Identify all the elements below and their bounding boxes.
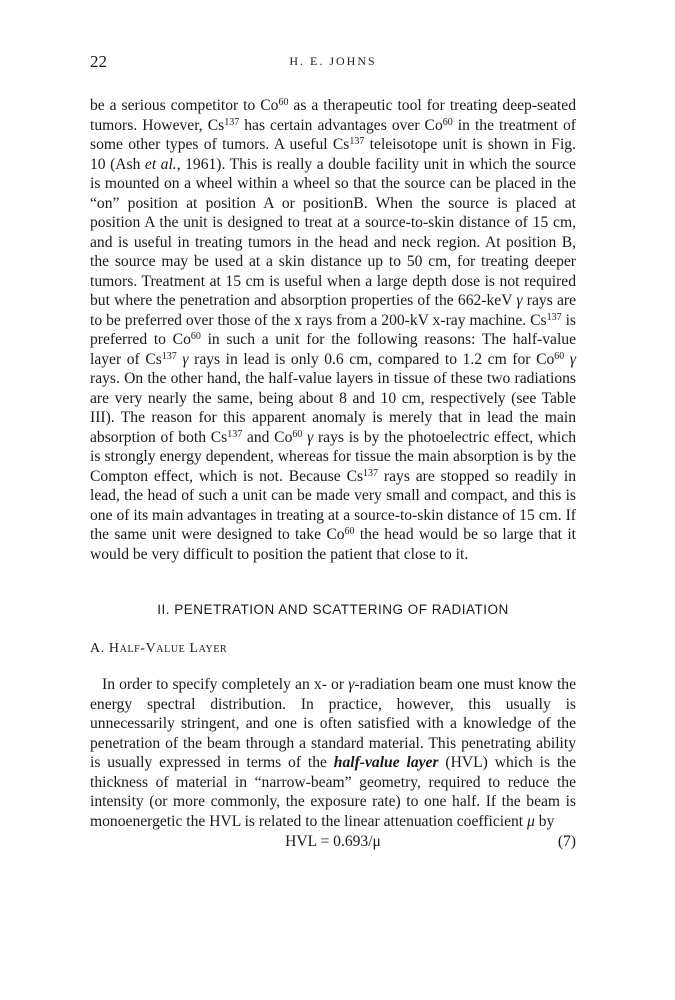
body-paragraph: In order to specify completely an x- or γ-radiation beam one must know the energy spectral distribution. In practice, however, this usually is unnecessarily stringent, and one is often satisfied with a knowledge of the penetration of the beam through a standard material. This penetrating ability is usually expressed in terms of the half-value layer (HVL) which is the thickness of material in “narrow-beam” geometry, required to reduce the intensity (or more commonly, the exposure rate) to one half. If the beam is monoenergetic the HVL is related to the linear attenuation coefficient μ by [90, 676, 576, 830]
body-paragraph: be a serious competitor to Co$^{60}$ as a therapeutic tool for treating deep-seated tumors. However, Cs$^{137}$ has certain advantages over Co$^{60}$ in the treatment of some other types of tumors. A useful Cs$^{137}$ teleisotope unit is shown in Fig. 10 (Ash et al., 1961). This is really a double facility unit in which the source is mounted on a wheel within a wheel so that the source can be placed in the “on” position at position A or positionB. When the source is placed at position A the unit is designed to treat at a source-to-skin distance of 15 cm, and is useful in treating tumors in the head and neck region. At position B, the source may be used at a skin distance up to 50 cm, for treating deeper tumors. Treatment at 15 cm is useful when a large depth dose is not required but where the penetration and absorption properties of the 662-keV γ rays are to be preferred over those of the x rays from a 200-kV x-ray machine. Cs$^{137}$ is preferred to Co$^{60}$ in such a unit for the following reasons: The half-value layer of Cs$^{137}$ γ rays in lead is only 0.6 cm, compared to 1.2 cm for Co$^{60}$ γ rays. On the other hand, the half-value layers in tissue of these two radiations are very nearly the same, being about 8 and 10 cm, respectively (see Table III). The reason for this apparent anomaly is merely that in lead the main absorption of both Cs$^{137}$ and Co$^{60}$ γ rays is by the photoelectric effect, which is strongly energy dependent, whereas for tissue the main absorption is by the Compton effect, which is not. Because Cs$^{137}$ rays are stopped so readily in lead, the head of such a unit can be made very small and compact, and this is one of its main advantages in treating at a source-to-skin distance of 15 cm. If the same unit were designed to take Co$^{60}$ the head would be so large that it would be very difficult to position the patient that close to it. [90, 97, 577, 563]
page [90, 52, 576, 855]
equation-text: HVL = 0.693/μ [285, 833, 381, 850]
subsection-heading: A. Half-Value Layer [90, 641, 228, 656]
running-head [90, 52, 576, 76]
section-heading: II. PENETRATION AND SCATTERING OF RADIATION [157, 602, 509, 617]
page-number: 22 [90, 52, 107, 71]
equation [90, 833, 576, 855]
equation-number: (7) [557, 833, 576, 850]
running-head-author: H. E. JOHNS [289, 54, 377, 68]
